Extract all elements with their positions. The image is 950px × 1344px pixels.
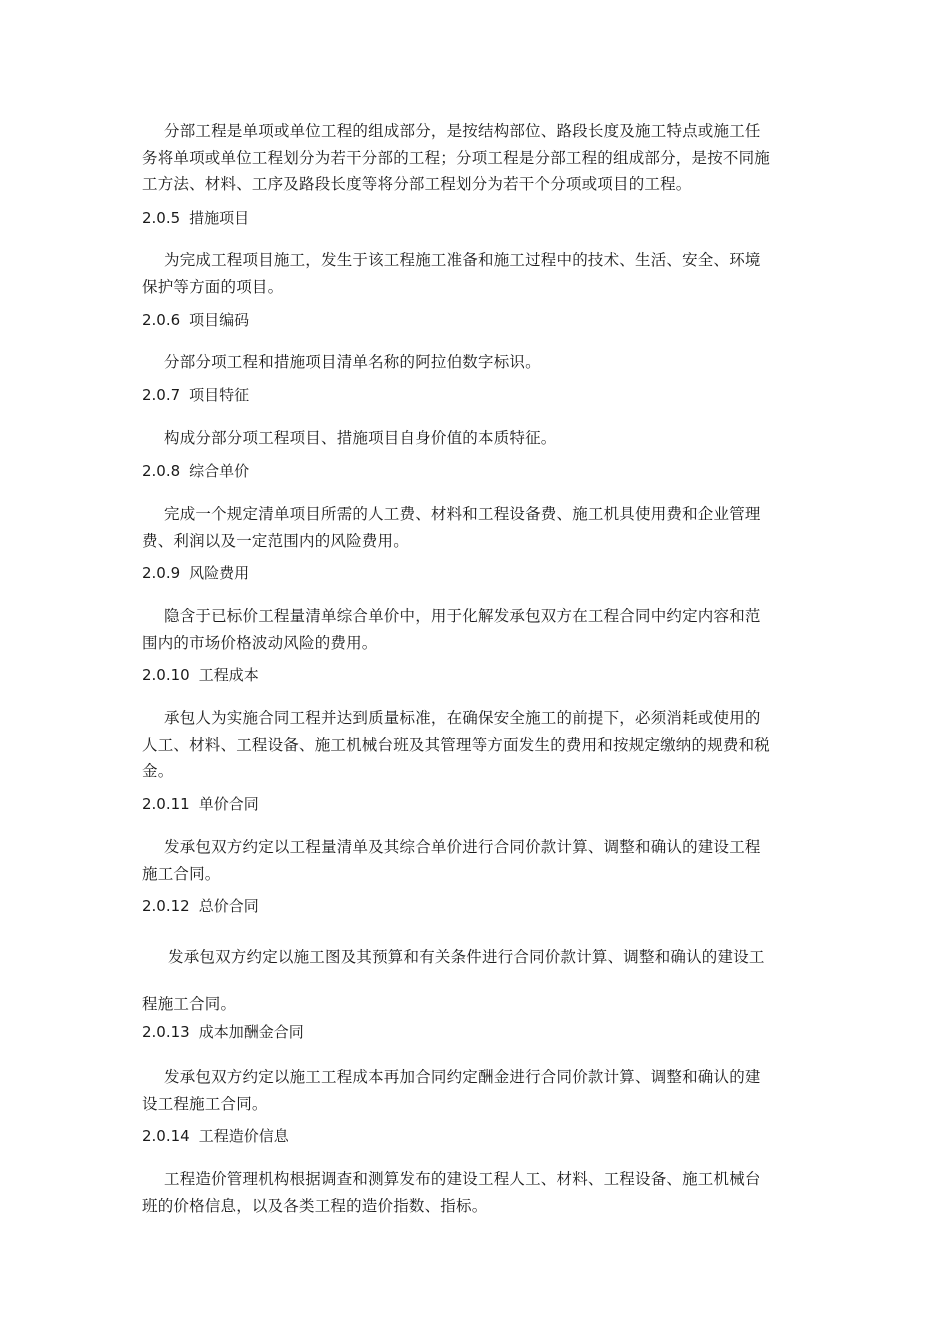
section-heading-2-0-9 [142,562,810,584]
section-paragraph-2-0-9 [142,603,810,656]
paragraph-line: 发承包双方约定以工程量清单及其综合单价进行合同价款计算、调整和确认的建设工程 [164,838,761,856]
section-heading-2-0-13 [142,1021,810,1043]
paragraph-line: 分部工程是单项或单位工程的组成部分，是按结构部位、路段长度及施工特点或施工任 [164,122,761,140]
section-title: 工程造价信息 [198,1127,289,1145]
paragraph-line: 费、利润以及一定范围内的风险费用。 [142,531,409,550]
section-title: 单价合同 [198,795,259,813]
paragraph-line: 工程造价管理机构根据调查和测算发布的建设工程人工、材料、工程设备、施工机械台 [164,1170,761,1188]
section-heading-2-0-7 [142,384,810,406]
section-number: 2.0.11 [142,795,190,813]
paragraph-line: 分部分项工程和措施项目清单名称的阿拉伯数字标识。 [164,353,541,371]
section-paragraph-2-0-8 [142,501,810,554]
section-paragraph-2-0-11 [142,834,810,887]
section-number: 2.0.9 [142,564,181,582]
paragraph-line: 程施工合同。 [142,994,237,1013]
paragraph-line: 完成一个规定清单项目所需的人工费、材料和工程设备费、施工机具使用费和企业管理 [164,505,761,523]
section-heading-2-0-12 [142,895,810,917]
section-number: 2.0.6 [142,311,181,329]
paragraph-line: 设工程施工合同。 [142,1094,268,1113]
section-heading-2-0-14 [142,1125,810,1147]
section-title: 成本加酬金合同 [198,1023,304,1041]
paragraph-line: 保护等方面的项目。 [142,277,284,296]
section-heading-2-0-5 [142,207,810,229]
section-number: 2.0.14 [142,1127,190,1145]
section-heading-2-0-8 [142,460,810,482]
paragraph-line: 施工合同。 [142,864,221,883]
section-title: 总价合同 [198,897,259,915]
paragraph-line: 金。 [142,762,174,780]
paragraph-line: 构成分部分项工程项目、措施项目自身价值的本质特征。 [164,429,557,447]
paragraph-line: 务将单项或单位工程划分为若干分部的工程；分项工程是分部工程的组成部分，是按不同施 [142,148,771,167]
paragraph-line: 班的价格信息，以及各类工程的造价指数、指标。 [142,1196,488,1215]
section-paragraph-2-0-12 [142,944,810,1017]
section-paragraph-2-0-14 [142,1166,810,1219]
paragraph-line: 承包人为实施合同工程并达到质量标准，在确保安全施工的前提下，必须消耗或使用的 [164,709,761,727]
section-number: 2.0.13 [142,1023,190,1041]
paragraph-line: 人工、材料、工程设备、施工机械台班及其管理等方面发生的费用和按规定缴纳的规费和税 [142,735,771,754]
paragraph-line: 围内的市场价格波动风险的费用。 [142,633,378,652]
section-title: 项目特征 [189,386,250,404]
section-number: 2.0.7 [142,386,181,404]
section-paragraph-2-0-6 [142,349,810,376]
section-title: 风险费用 [189,564,250,582]
section-title: 措施项目 [189,209,250,227]
section-title: 工程成本 [198,666,259,684]
paragraph-line: 为完成工程项目施工，发生于该工程施工准备和施工过程中的技术、生活、安全、环境 [164,251,761,269]
paragraph-line: 工方法、材料、工序及路段长度等将分部工程划分为若干个分项或项目的工程。 [142,175,692,193]
section-paragraph-2-0-5 [142,247,810,300]
section-paragraph-2-0-13 [142,1064,810,1117]
intro-paragraph [142,118,810,198]
paragraph-line: 发承包双方约定以施工图及其预算和有关条件进行合同价款计算、调整和确认的建设工 [168,948,765,966]
section-number: 2.0.8 [142,462,181,480]
section-number: 2.0.10 [142,666,190,684]
section-heading-2-0-6 [142,309,810,331]
section-title: 项目编码 [189,311,250,329]
section-number: 2.0.12 [142,897,190,915]
section-heading-2-0-10 [142,664,810,686]
section-paragraph-2-0-10 [142,705,810,785]
section-number: 2.0.5 [142,209,181,227]
paragraph-line: 隐含于已标价工程量清单综合单价中，用于化解发承包双方在工程合同中约定内容和范 [164,607,761,625]
paragraph-line: 发承包双方约定以施工工程成本再加合同约定酬金进行合同价款计算、调整和确认的建 [164,1068,761,1086]
section-title: 综合单价 [189,462,250,480]
section-heading-2-0-11 [142,793,810,815]
section-paragraph-2-0-7 [142,425,810,452]
